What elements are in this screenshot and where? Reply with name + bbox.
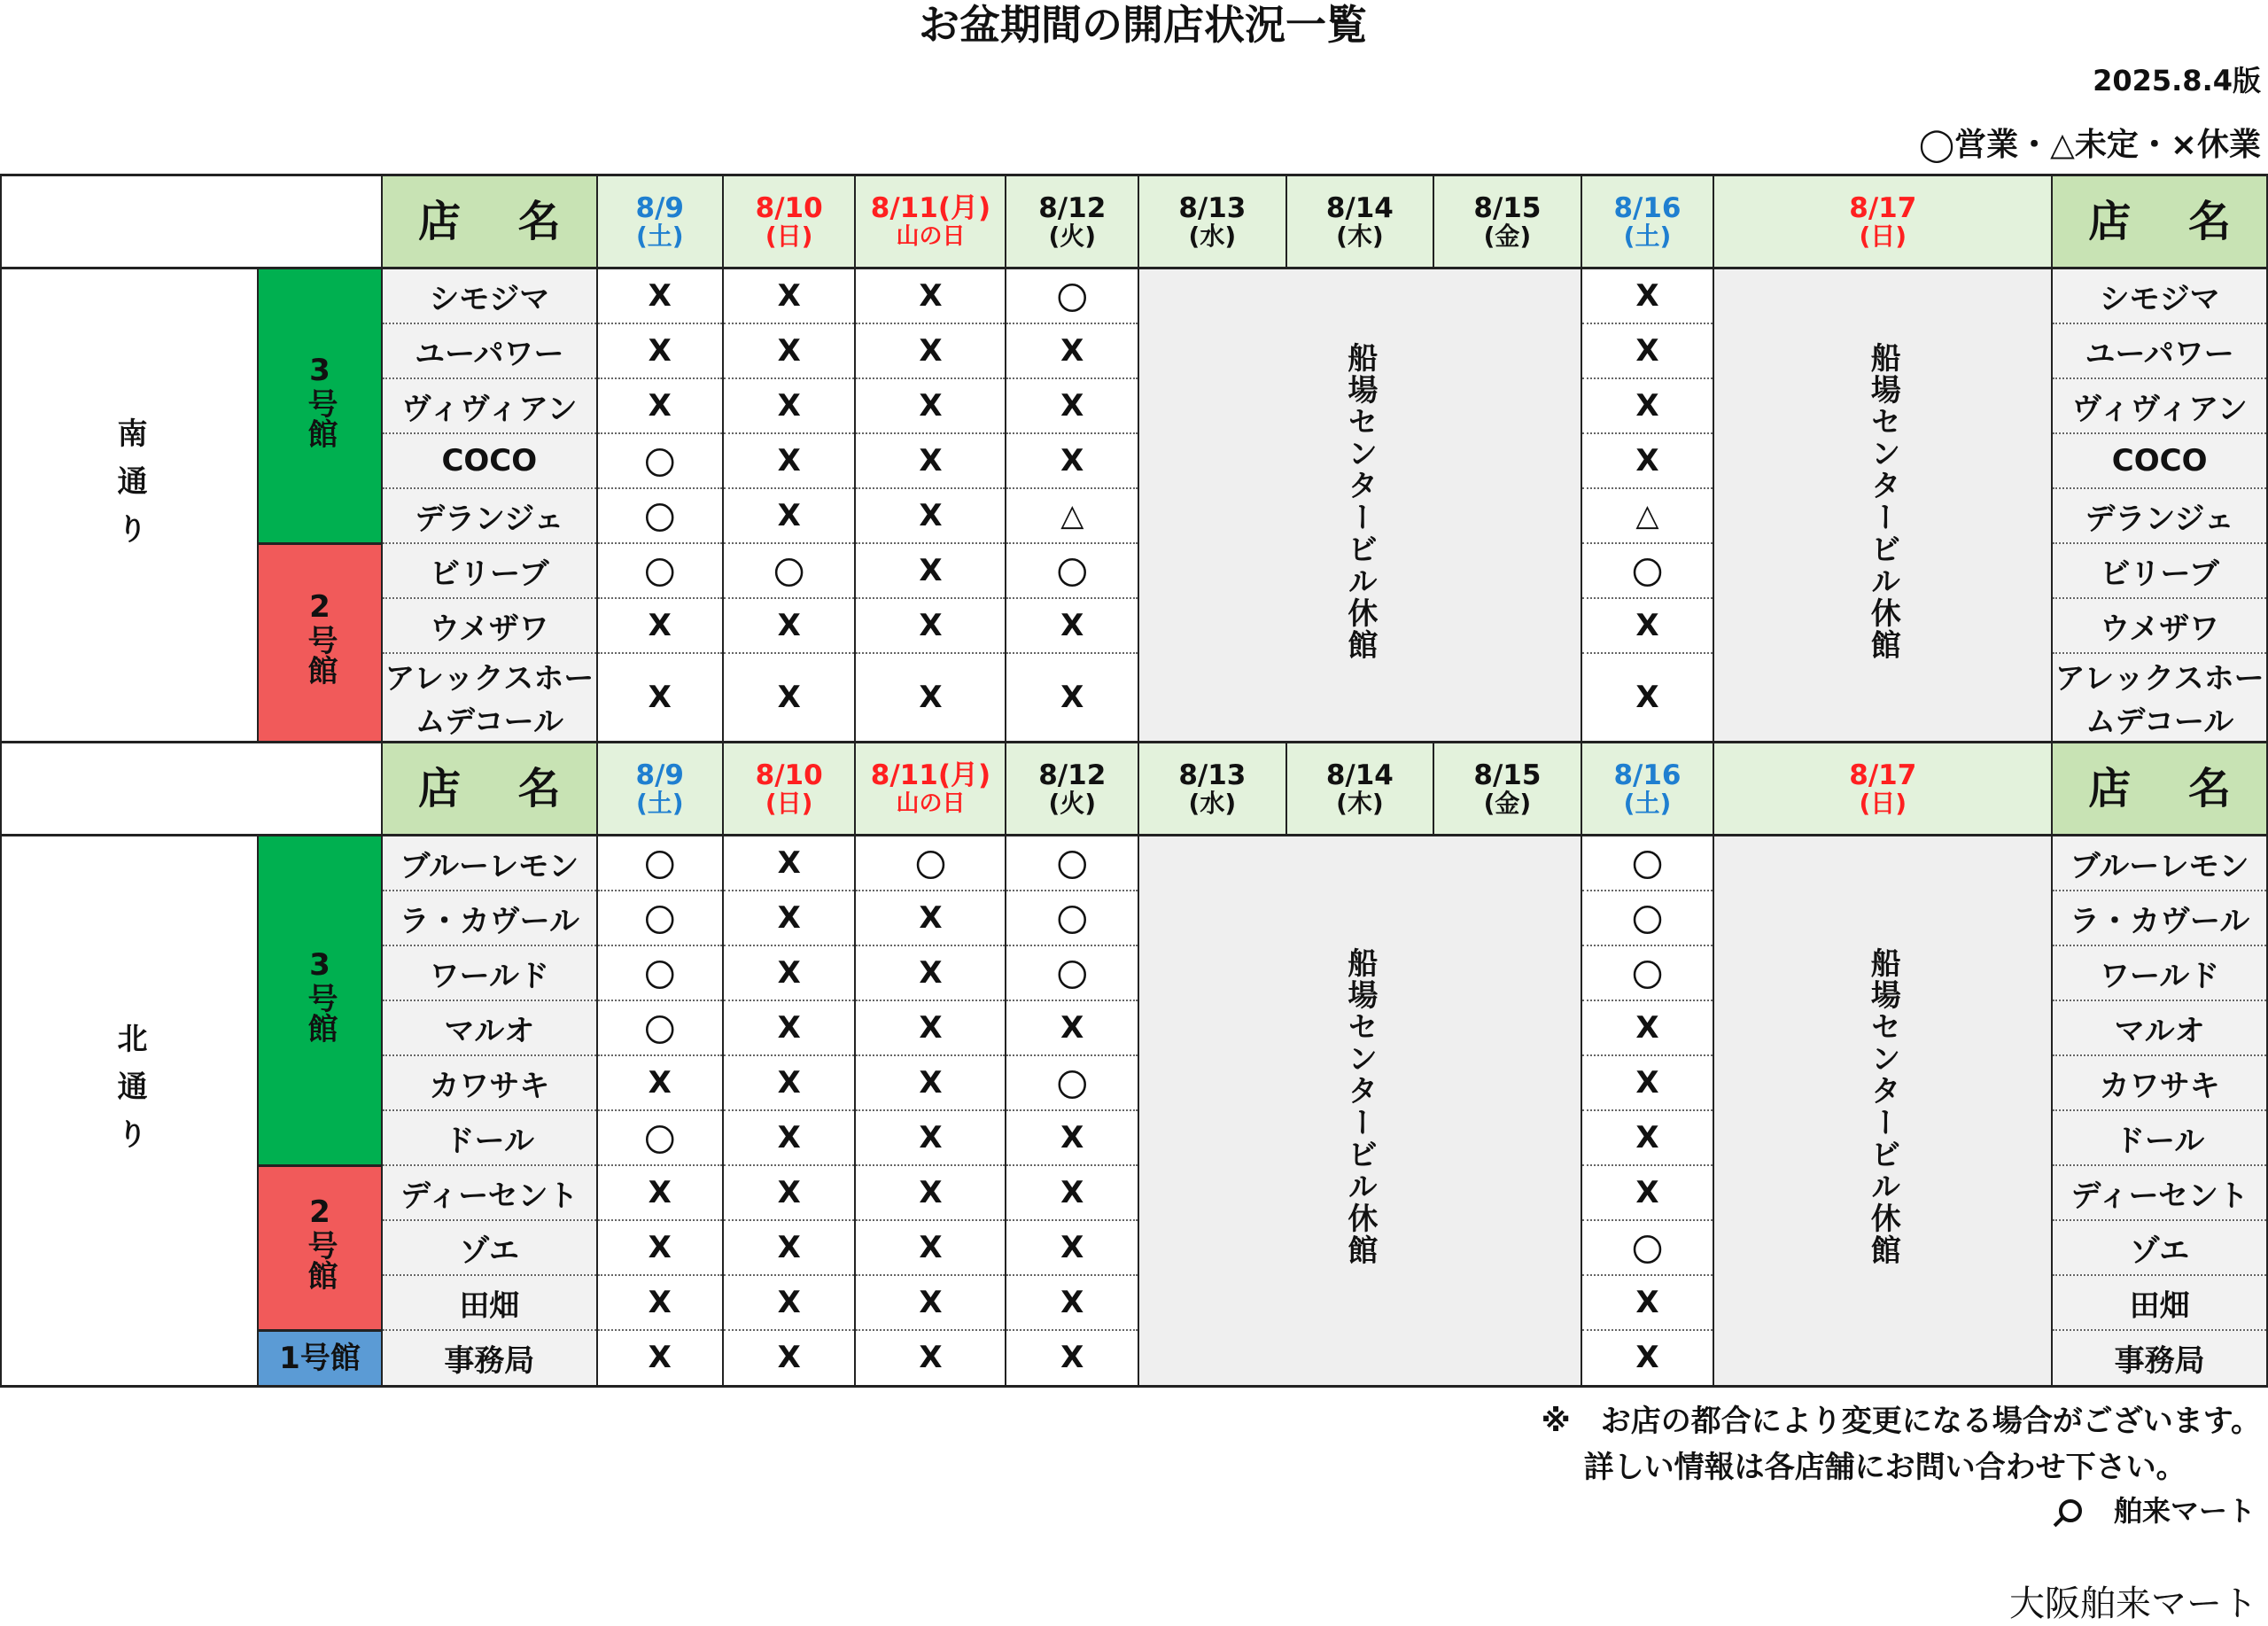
day-date: 8/9 <box>635 759 684 791</box>
status-cell: X <box>1581 653 1714 743</box>
day-header <box>1433 175 1581 268</box>
street-name: 北通り <box>112 1022 147 1166</box>
shop-name: カワサキ <box>2052 1055 2267 1110</box>
status-cell: X <box>723 836 856 891</box>
day-weekday: (土) <box>1623 788 1672 818</box>
store-status-table-wrap <box>0 174 2268 1388</box>
status-cell: X <box>855 1055 1006 1110</box>
status-cell: X <box>855 543 1006 598</box>
closed-notice <box>1713 268 2052 743</box>
day-weekday: 山の日 <box>896 222 966 250</box>
status-cell: X <box>723 891 856 945</box>
status-cell: X <box>1006 1110 1138 1165</box>
status-legend: ◯営業・△未定・×休業 <box>1918 127 2261 163</box>
closed-notice-text: 船場センタービル休館 <box>1341 342 1378 661</box>
day-date: 8/12 <box>1038 759 1107 791</box>
status-cell: X <box>597 598 723 653</box>
shop-name: ビリーブ <box>2052 543 2267 598</box>
status-cell: 〇 <box>1006 945 1138 1000</box>
search-icon <box>2059 1499 2082 1522</box>
day-date: 8/16 <box>1613 759 1682 791</box>
status-cell: 〇 <box>723 543 856 598</box>
status-cell: 〇 <box>1006 268 1138 324</box>
status-cell: X <box>723 1220 856 1275</box>
day-header <box>1433 743 1581 836</box>
closed-notice <box>1138 268 1581 743</box>
status-cell: X <box>1006 1220 1138 1275</box>
street-label <box>1 836 258 1387</box>
day-header <box>1286 743 1434 836</box>
closed-notice <box>1138 836 1581 1387</box>
closed-notice-text: 船場センタービル休館 <box>1865 342 1901 661</box>
shop-name: ドール <box>2052 1110 2267 1165</box>
status-cell: X <box>855 323 1006 378</box>
shop-name: ビリーブ <box>382 543 597 598</box>
day-header <box>1006 175 1138 268</box>
shop-name: ラ・カヴール <box>382 891 597 945</box>
status-cell: X <box>855 1165 1006 1220</box>
building-name: 3号館 <box>302 352 338 448</box>
building-label <box>258 1330 382 1386</box>
status-cell: X <box>1006 1165 1138 1220</box>
shop-name: マルオ <box>382 1000 597 1055</box>
day-header <box>1138 175 1286 268</box>
status-cell: X <box>597 653 723 743</box>
status-cell: 〇 <box>1581 543 1714 598</box>
status-cell: 〇 <box>1006 543 1138 598</box>
status-cell: X <box>723 1000 856 1055</box>
shop-name: ウメザワ <box>382 598 597 653</box>
status-cell: X <box>723 323 856 378</box>
day-date: 8/12 <box>1038 191 1107 224</box>
header-blank <box>1 743 382 836</box>
status-cell: X <box>855 268 1006 324</box>
day-weekday: (土) <box>1623 221 1672 251</box>
day-date: 8/11(月) <box>870 759 991 791</box>
status-cell: X <box>723 1330 856 1386</box>
building-name: 2号館 <box>302 1194 338 1290</box>
building-label <box>258 1165 382 1330</box>
shop-name-header: 店 名 <box>2052 175 2267 268</box>
store-status-table <box>0 174 2268 1388</box>
status-cell: X <box>855 488 1006 543</box>
day-header <box>1006 743 1138 836</box>
status-cell: X <box>1006 1000 1138 1055</box>
status-cell: X <box>855 1110 1006 1165</box>
status-cell: X <box>723 653 856 743</box>
day-weekday: (日) <box>1859 221 1907 251</box>
shop-name: マルオ <box>2052 1000 2267 1055</box>
status-cell: X <box>1581 1055 1714 1110</box>
shop-name: シモジマ <box>382 268 597 324</box>
shop-name: COCO <box>382 433 597 488</box>
status-cell: X <box>723 488 856 543</box>
shop-name: ブルーレモン <box>382 836 597 891</box>
shop-name: シモジマ <box>2052 268 2267 324</box>
shop-name: ワールド <box>2052 945 2267 1000</box>
building-name: 2号館 <box>302 589 338 686</box>
day-header <box>1138 743 1286 836</box>
day-header <box>1286 175 1434 268</box>
day-date: 8/11(月) <box>870 191 991 224</box>
street-label <box>1 268 258 743</box>
status-cell: X <box>597 1165 723 1220</box>
status-cell: X <box>597 1275 723 1330</box>
status-cell: X <box>855 1000 1006 1055</box>
header-blank <box>1 175 382 268</box>
shop-name: ワールド <box>382 945 597 1000</box>
status-cell: 〇 <box>597 945 723 1000</box>
table-header-row <box>1 743 2267 836</box>
status-cell: X <box>1006 378 1138 433</box>
search-text: 舶来マート <box>2113 1494 2256 1528</box>
day-weekday: (木) <box>1336 788 1384 818</box>
status-cell: 〇 <box>597 836 723 891</box>
status-cell: X <box>1581 1000 1714 1055</box>
day-weekday: (金) <box>1483 221 1532 251</box>
building-label <box>258 268 382 544</box>
status-cell: X <box>723 1165 856 1220</box>
status-cell: X <box>597 1220 723 1275</box>
status-cell: X <box>855 1220 1006 1275</box>
day-weekday: (金) <box>1483 788 1532 818</box>
status-cell: 〇 <box>855 836 1006 891</box>
shop-name-header: 店 名 <box>382 743 597 836</box>
day-weekday: (日) <box>765 788 813 818</box>
status-cell: 〇 <box>597 543 723 598</box>
day-weekday: (木) <box>1336 221 1384 251</box>
day-header <box>1713 743 2052 836</box>
note-line-2: 詳しい情報は各店舗にお問い合わせ下さい。 <box>1583 1450 2186 1485</box>
status-cell: X <box>1006 653 1138 743</box>
status-cell: X <box>1581 1275 1714 1330</box>
status-cell: X <box>597 1055 723 1110</box>
closed-notice-text: 船場センタービル休館 <box>1341 947 1378 1267</box>
shop-name-header: 店 名 <box>382 175 597 268</box>
status-cell: X <box>723 1110 856 1165</box>
shop-name: ディーセント <box>2052 1165 2267 1220</box>
table-header-row <box>1 175 2267 268</box>
shop-name: デランジェ <box>2052 488 2267 543</box>
status-cell: X <box>855 598 1006 653</box>
status-cell: X <box>855 1275 1006 1330</box>
day-date: 8/9 <box>635 191 684 224</box>
day-date: 8/10 <box>755 191 823 224</box>
building-label <box>258 543 382 743</box>
status-cell: X <box>723 945 856 1000</box>
day-weekday: (日) <box>765 221 813 251</box>
building-name: 1号館 <box>279 1340 361 1376</box>
day-header <box>1581 175 1714 268</box>
table-row <box>1 268 2267 324</box>
day-weekday: (火) <box>1048 221 1097 251</box>
status-cell: X <box>1581 598 1714 653</box>
day-date: 8/15 <box>1473 191 1542 224</box>
day-date: 8/10 <box>755 759 823 791</box>
status-cell: △ <box>1581 488 1714 543</box>
closed-notice <box>1713 836 2052 1387</box>
status-cell: X <box>855 653 1006 743</box>
street-name: 南通り <box>112 416 147 561</box>
search-hint <box>2059 1489 2256 1529</box>
status-cell: X <box>723 598 856 653</box>
status-cell: X <box>1006 598 1138 653</box>
page-title: お盆期間の開店状況一覧 <box>919 1 1367 49</box>
shop-name: ディーセント <box>382 1165 597 1220</box>
shop-name: 事務局 <box>2052 1330 2267 1386</box>
shop-name: 田畑 <box>382 1275 597 1330</box>
day-weekday: (火) <box>1048 788 1097 818</box>
shop-name: ユーパワー <box>382 323 597 378</box>
shop-name: ユーパワー <box>2052 323 2267 378</box>
building-label <box>258 836 382 1166</box>
footer-brand: 大阪舶来マート <box>2009 1583 2257 1624</box>
day-header <box>855 743 1006 836</box>
day-date: 8/17 <box>1849 191 1917 224</box>
shop-name: ゾエ <box>2052 1220 2267 1275</box>
status-cell: 〇 <box>1006 836 1138 891</box>
status-cell: 〇 <box>597 433 723 488</box>
day-weekday: 山の日 <box>896 790 966 817</box>
status-cell: X <box>723 378 856 433</box>
status-cell: X <box>1006 1330 1138 1386</box>
status-cell: X <box>855 945 1006 1000</box>
shop-name: アレックスホームデコール <box>382 653 597 743</box>
status-cell: X <box>1581 323 1714 378</box>
shop-name: ブルーレモン <box>2052 836 2267 891</box>
shop-name: ラ・カヴール <box>2052 891 2267 945</box>
edition-date: 2025.8.4版 <box>2093 64 2261 97</box>
status-cell: X <box>1006 1275 1138 1330</box>
day-date: 8/13 <box>1178 759 1247 791</box>
shop-name: ドール <box>382 1110 597 1165</box>
status-cell: X <box>1581 1330 1714 1386</box>
shop-name: COCO <box>2052 433 2267 488</box>
shop-name: アレックスホームデコール <box>2052 653 2267 743</box>
day-header <box>855 175 1006 268</box>
status-cell: X <box>723 268 856 324</box>
status-cell: X <box>597 378 723 433</box>
day-date: 8/13 <box>1178 191 1247 224</box>
note-line-1: ※ お店の都合により変更になる場合がございます。 <box>1541 1404 2261 1439</box>
shop-name-header: 店 名 <box>2052 743 2267 836</box>
day-header <box>723 743 856 836</box>
status-cell: △ <box>1006 488 1138 543</box>
status-cell: 〇 <box>1581 1220 1714 1275</box>
shop-name: 田畑 <box>2052 1275 2267 1330</box>
day-date: 8/14 <box>1325 191 1394 224</box>
status-cell: 〇 <box>597 1110 723 1165</box>
status-cell: X <box>1006 323 1138 378</box>
status-cell: X <box>597 323 723 378</box>
day-header <box>1581 743 1714 836</box>
day-header <box>1713 175 2052 268</box>
shop-name: ヴィヴィアン <box>2052 378 2267 433</box>
day-date: 8/14 <box>1325 759 1394 791</box>
building-name: 3号館 <box>302 946 338 1043</box>
status-cell: X <box>1581 378 1714 433</box>
shop-name: ウメザワ <box>2052 598 2267 653</box>
status-cell: 〇 <box>1581 945 1714 1000</box>
status-cell: X <box>855 891 1006 945</box>
closed-notice-text: 船場センタービル休館 <box>1865 947 1901 1267</box>
shop-name: ヴィヴィアン <box>382 378 597 433</box>
day-weekday: (水) <box>1188 221 1237 251</box>
day-header <box>723 175 856 268</box>
status-cell: X <box>723 1275 856 1330</box>
status-cell: X <box>723 1055 856 1110</box>
status-cell: X <box>1581 433 1714 488</box>
status-cell: X <box>1581 268 1714 324</box>
day-header <box>597 175 723 268</box>
status-cell: X <box>1581 1110 1714 1165</box>
table-row <box>1 836 2267 891</box>
day-weekday: (日) <box>1859 788 1907 818</box>
shop-name: カワサキ <box>382 1055 597 1110</box>
day-date: 8/15 <box>1473 759 1542 791</box>
day-date: 8/17 <box>1849 759 1917 791</box>
status-cell: 〇 <box>597 488 723 543</box>
status-cell: X <box>1006 433 1138 488</box>
day-date: 8/16 <box>1613 191 1682 224</box>
status-cell: X <box>597 268 723 324</box>
status-cell: 〇 <box>1006 891 1138 945</box>
status-cell: X <box>723 433 856 488</box>
status-cell: 〇 <box>1006 1055 1138 1110</box>
status-cell: X <box>597 1330 723 1386</box>
notes <box>1542 1398 2261 1490</box>
day-header <box>597 743 723 836</box>
status-cell: X <box>855 378 1006 433</box>
day-weekday: (土) <box>635 788 684 818</box>
shop-name: デランジェ <box>382 488 597 543</box>
day-weekday: (水) <box>1188 788 1237 818</box>
status-cell: X <box>1581 1165 1714 1220</box>
day-weekday: (土) <box>635 221 684 251</box>
shop-name: ゾエ <box>382 1220 597 1275</box>
status-cell: 〇 <box>597 1000 723 1055</box>
status-cell: X <box>855 1330 1006 1386</box>
shop-name: 事務局 <box>382 1330 597 1386</box>
status-cell: 〇 <box>597 891 723 945</box>
status-cell: X <box>855 433 1006 488</box>
status-cell: 〇 <box>1581 891 1714 945</box>
status-cell: 〇 <box>1581 836 1714 891</box>
